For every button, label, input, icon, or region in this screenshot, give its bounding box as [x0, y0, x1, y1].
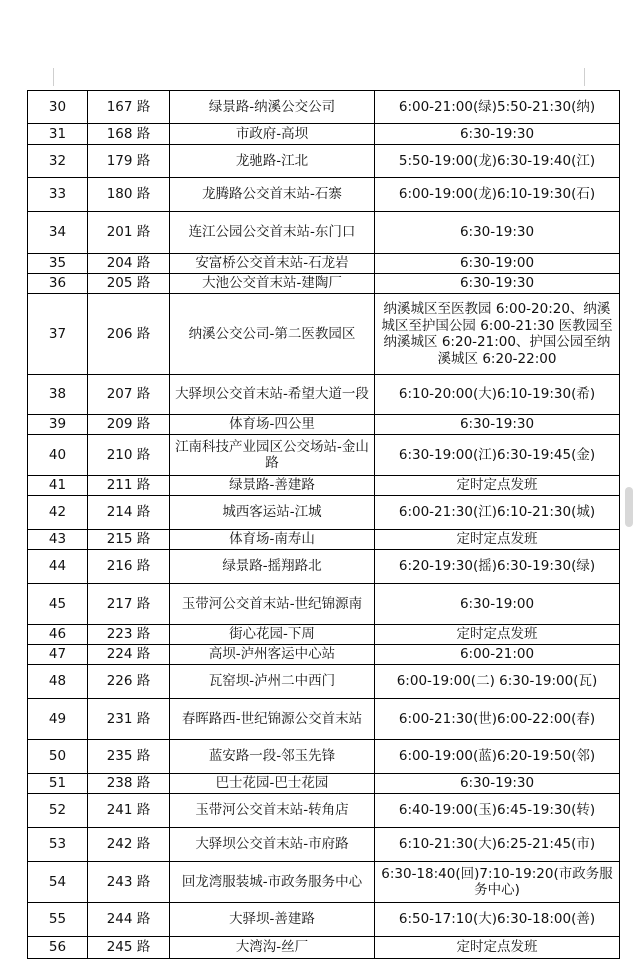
route-number: 216 路: [88, 550, 170, 584]
route-number: 226 路: [88, 665, 170, 699]
row-index: 56: [28, 937, 88, 959]
service-hours: 5:50-19:00(龙)6:30-19:40(江): [375, 145, 620, 178]
route-endpoints: 安富桥公交首末站-石龙岩: [170, 254, 375, 274]
row-index: 33: [28, 178, 88, 212]
service-hours: 6:00-19:00(二) 6:30-19:00(瓦): [375, 665, 620, 699]
route-endpoints: 蓝安路一段-邻玉先锋: [170, 740, 375, 774]
row-index: 32: [28, 145, 88, 178]
service-hours: 6:00-21:00(绿)5:50-21:30(纳): [375, 91, 620, 124]
route-endpoints: 高坝-泸州客运中心站: [170, 645, 375, 665]
route-number: 209 路: [88, 415, 170, 435]
row-index: 51: [28, 774, 88, 794]
service-hours: 6:10-20:00(大)6:10-19:30(希): [375, 375, 620, 415]
route-number: 217 路: [88, 584, 170, 625]
row-index: 50: [28, 740, 88, 774]
row-index: 36: [28, 274, 88, 294]
row-index: 48: [28, 665, 88, 699]
service-hours: 6:30-18:40(回)7:10-19:20(市政务服务中心): [375, 862, 620, 903]
route-number: 211 路: [88, 476, 170, 496]
route-endpoints: 大驿坝-善建路: [170, 903, 375, 937]
route-number: 210 路: [88, 435, 170, 476]
route-endpoints: 巴士花园-巴士花园: [170, 774, 375, 794]
row-index: 41: [28, 476, 88, 496]
route-number: 201 路: [88, 212, 170, 254]
service-hours: 6:30-19:30: [375, 774, 620, 794]
route-endpoints: 城西客运站-江城: [170, 496, 375, 530]
service-hours: 6:30-19:30: [375, 212, 620, 254]
route-endpoints: 大池公交首末站-建陶厂: [170, 274, 375, 294]
route-endpoints: 玉带河公交首末站-世纪锦源南: [170, 584, 375, 625]
service-hours: 6:00-21:30(江)6:10-21:30(城): [375, 496, 620, 530]
route-number: 223 路: [88, 625, 170, 645]
row-index: 46: [28, 625, 88, 645]
row-index: 45: [28, 584, 88, 625]
service-hours: 6:30-19:00: [375, 254, 620, 274]
route-number: 204 路: [88, 254, 170, 274]
route-number: 214 路: [88, 496, 170, 530]
route-number: 207 路: [88, 375, 170, 415]
route-endpoints: 回龙湾服装城-市政务服务中心: [170, 862, 375, 903]
row-index: 39: [28, 415, 88, 435]
service-hours: 6:30-19:00(江)6:30-19:45(金): [375, 435, 620, 476]
service-hours: 6:50-17:10(大)6:30-18:00(善): [375, 903, 620, 937]
route-endpoints: 街心花园-下周: [170, 625, 375, 645]
route-number: 242 路: [88, 828, 170, 862]
row-index: 54: [28, 862, 88, 903]
route-number: 206 路: [88, 294, 170, 375]
route-endpoints: 体育场-南寿山: [170, 530, 375, 550]
row-index: 47: [28, 645, 88, 665]
route-number: 167 路: [88, 91, 170, 124]
route-endpoints: 绿景路-纳溪公交公司: [170, 91, 375, 124]
route-endpoints: 绿景路-摇翔路北: [170, 550, 375, 584]
route-endpoints: 市政府-高坝: [170, 124, 375, 145]
row-index: 53: [28, 828, 88, 862]
route-endpoints: 瓦窑坝-泸州二中西门: [170, 665, 375, 699]
route-endpoints: 玉带河公交首末站-转角店: [170, 794, 375, 828]
service-hours: 定时定点发班: [375, 530, 620, 550]
route-endpoints: 春晖路西-世纪锦源公交首末站: [170, 699, 375, 740]
service-hours: 6:30-19:30: [375, 415, 620, 435]
route-number: 243 路: [88, 862, 170, 903]
route-number: 238 路: [88, 774, 170, 794]
route-number: 244 路: [88, 903, 170, 937]
row-index: 52: [28, 794, 88, 828]
service-hours: 定时定点发班: [375, 476, 620, 496]
service-hours: 6:00-21:30(世)6:00-22:00(春): [375, 699, 620, 740]
route-endpoints: 绿景路-善建路: [170, 476, 375, 496]
service-hours: 6:00-19:00(蓝)6:20-19:50(邻): [375, 740, 620, 774]
service-hours: 6:00-19:00(龙)6:10-19:30(石): [375, 178, 620, 212]
table-body: [28, 91, 620, 959]
row-index: 44: [28, 550, 88, 584]
row-index: 40: [28, 435, 88, 476]
route-endpoints: 大湾沟-丝厂: [170, 937, 375, 959]
route-number: 241 路: [88, 794, 170, 828]
crop-mark-right: [584, 68, 585, 86]
route-number: 245 路: [88, 937, 170, 959]
route-endpoints: 大驿坝公交首末站-希望大道一段: [170, 375, 375, 415]
route-endpoints: 龙腾路公交首末站-石寨: [170, 178, 375, 212]
service-hours: 6:20-19:30(摇)6:30-19:30(绿): [375, 550, 620, 584]
service-hours: 定时定点发班: [375, 937, 620, 959]
row-index: 43: [28, 530, 88, 550]
service-hours: 纳溪城区至医教园 6:00-20:20、纳溪城区至护国公园 6:00-21:30 医教园至纳溪城区 6:20-21:00、护国公园至纳溪城区 6:20-22:00: [375, 294, 620, 375]
row-index: 55: [28, 903, 88, 937]
row-index: 34: [28, 212, 88, 254]
row-index: 35: [28, 254, 88, 274]
row-index: 31: [28, 124, 88, 145]
service-hours: 6:30-19:00: [375, 584, 620, 625]
row-index: 42: [28, 496, 88, 530]
service-hours: 定时定点发班: [375, 625, 620, 645]
route-number: 180 路: [88, 178, 170, 212]
route-endpoints: 大驿坝公交首末站-市府路: [170, 828, 375, 862]
service-hours: 6:30-19:30: [375, 124, 620, 145]
route-endpoints: 连江公园公交首末站-东门口: [170, 212, 375, 254]
route-endpoints: 纳溪公交公司-第二医教园区: [170, 294, 375, 375]
row-index: 37: [28, 294, 88, 375]
row-index: 30: [28, 91, 88, 124]
route-number: 205 路: [88, 274, 170, 294]
service-hours: 6:40-19:00(玉)6:45-19:30(转): [375, 794, 620, 828]
service-hours: 6:10-21:30(大)6:25-21:45(市): [375, 828, 620, 862]
scrollbar-thumb[interactable]: [625, 487, 633, 527]
route-endpoints: 龙驰路-江北: [170, 145, 375, 178]
route-number: 231 路: [88, 699, 170, 740]
route-number: 179 路: [88, 145, 170, 178]
route-number: 224 路: [88, 645, 170, 665]
route-number: 235 路: [88, 740, 170, 774]
bus-route-table: [27, 90, 620, 959]
service-hours: 6:30-19:30: [375, 274, 620, 294]
route-endpoints: 江南科技产业园区公交场站-金山路: [170, 435, 375, 476]
route-endpoints: 体育场-四公里: [170, 415, 375, 435]
crop-mark-left: [53, 68, 54, 86]
row-index: 38: [28, 375, 88, 415]
route-number: 168 路: [88, 124, 170, 145]
route-number: 215 路: [88, 530, 170, 550]
service-hours: 6:00-21:00: [375, 645, 620, 665]
row-index: 49: [28, 699, 88, 740]
